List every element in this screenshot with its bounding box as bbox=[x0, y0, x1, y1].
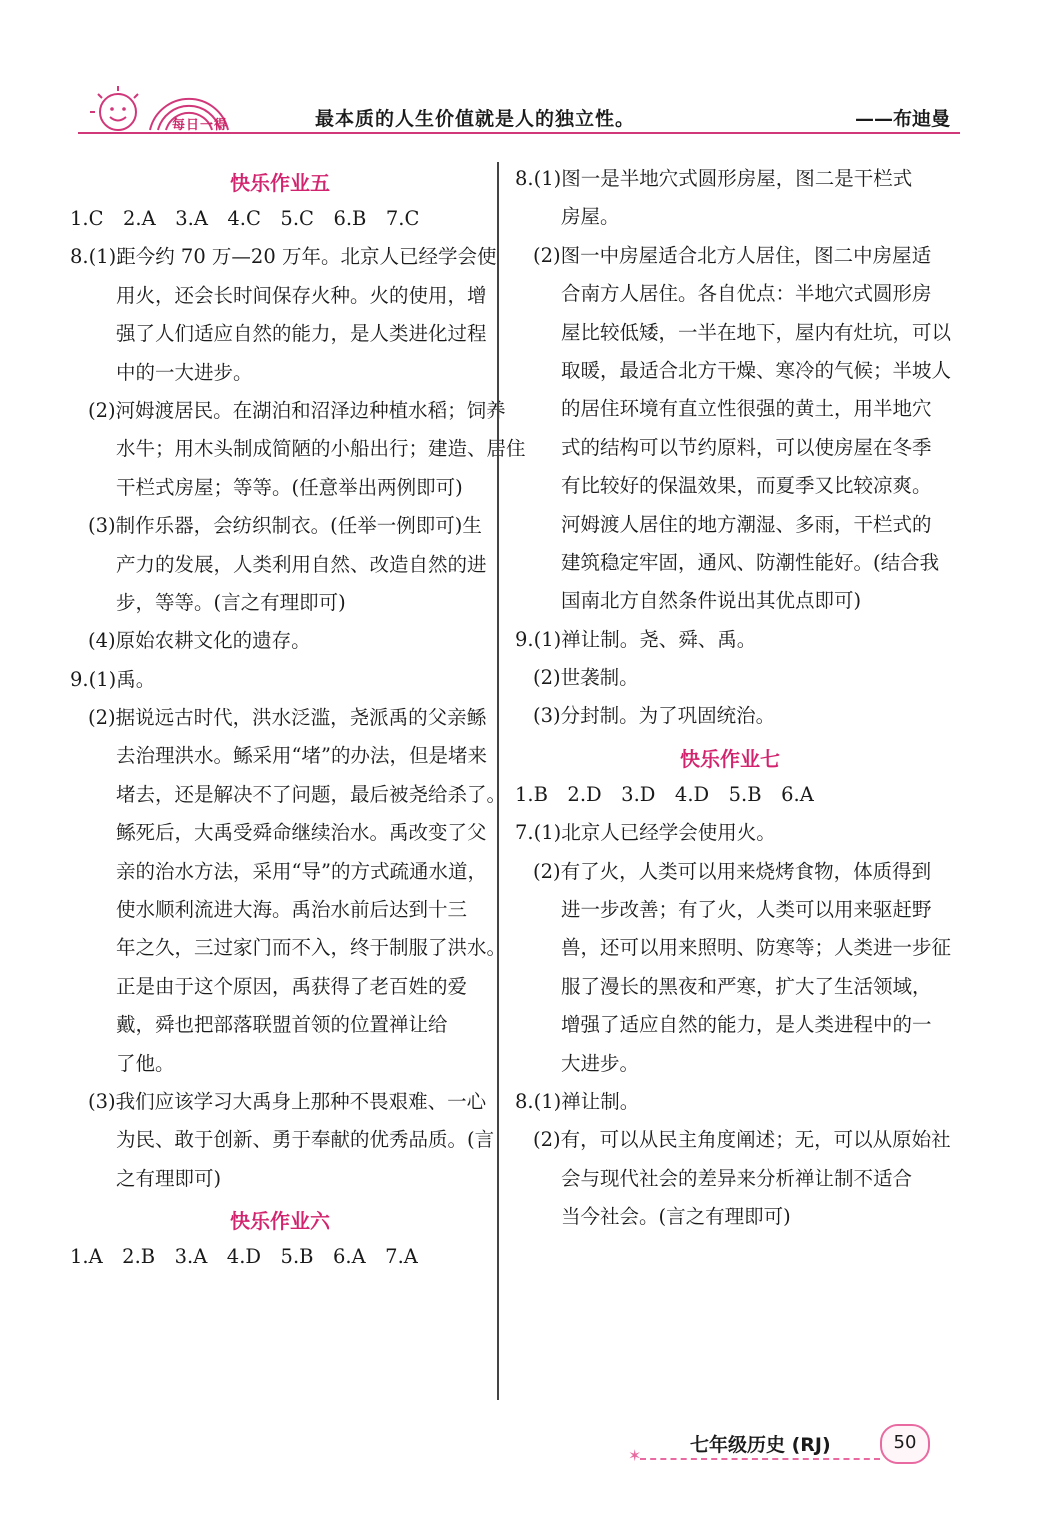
answer-line: (4)原始农耕文化的遗存。 bbox=[88, 629, 311, 653]
answer-line: 用火，还会长时间保存火种。火的使用，增 bbox=[116, 283, 487, 307]
answer-line: 服了漫长的黑夜和严寒，扩大了生活领域， bbox=[561, 974, 932, 998]
answer-line: (2)有了火，人类可以用来烧烤食物，体质得到 bbox=[533, 859, 932, 883]
answer-line: 使水顺利流进大海。禹治水前后达到十三 bbox=[116, 898, 468, 922]
answer-line: 强了人们适应自然的能力，是人类进化过程 bbox=[116, 322, 487, 346]
answer-line: 7.(1)北京人已经学会使用火。 bbox=[515, 821, 776, 845]
left-column bbox=[70, 160, 526, 1277]
answer-line: 了他。 bbox=[116, 1051, 175, 1075]
answer-line: 进一步改善；有了火，人类可以用来驱赶野 bbox=[561, 898, 932, 922]
answer-line: 增强了适应自然的能力，是人类进程中的一 bbox=[561, 1013, 932, 1037]
answer-line: 8.(1)禅让制。 bbox=[515, 1089, 640, 1113]
header-rule bbox=[78, 132, 960, 134]
section-title: 快乐作业六 bbox=[230, 1209, 330, 1234]
answer-line: 为民、敢于创新、勇于奉献的优秀品质。(言 bbox=[116, 1128, 495, 1152]
answer-line: 合南方人居住。各自优点：半地穴式圆形房 bbox=[561, 282, 932, 306]
right-column bbox=[515, 160, 952, 1237]
answer-line: (2)世袭制。 bbox=[533, 666, 639, 690]
answer-line: 9.(1)禹。 bbox=[70, 667, 156, 691]
answer-line: (3)制作乐器，会纺织制衣。(任举一例即可)生 bbox=[88, 514, 482, 538]
answer-line: 水牛；用木头制成简陋的小船出行；建造、居住 bbox=[116, 437, 526, 461]
answer-line: 产力的发展，人类利用自然、改造自然的进 bbox=[116, 552, 487, 576]
answer-line: 国南北方自然条件说出其优点即可) bbox=[561, 589, 862, 613]
answer-line: (3)我们应该学习大禹身上那种不畏艰难、一心 bbox=[88, 1089, 487, 1113]
page-header bbox=[60, 78, 960, 148]
footer-rule bbox=[640, 1458, 880, 1460]
section-title: 快乐作业七 bbox=[680, 746, 780, 771]
answer-line: 1.A 2.B 3.A 4.D 5.B 6.A 7.A bbox=[70, 1245, 418, 1269]
answer-line: 堵去，还是解决不了问题，最后被尧给杀了。 bbox=[116, 782, 507, 806]
answer-line: 的居住环境有直立性很强的黄土，用半地穴 bbox=[561, 397, 932, 421]
answer-line: 8.(1)距今约 70 万—20 万年。北京人已经学会使 bbox=[70, 245, 497, 269]
answer-line: 正是由于这个原因，禹获得了老百姓的爱 bbox=[116, 974, 468, 998]
column-divider bbox=[497, 162, 499, 1400]
answer-line: 中的一大进步。 bbox=[116, 360, 253, 384]
section-title: 快乐作业五 bbox=[230, 171, 330, 195]
answer-line: 大进步。 bbox=[561, 1051, 640, 1075]
answer-line: 1.C 2.A 3.A 4.C 5.C 6.B 7.C bbox=[70, 207, 420, 230]
header-motto: 最本质的人生价值就是人的独立性。 bbox=[315, 108, 636, 130]
answer-line: 房屋。 bbox=[561, 205, 620, 229]
answer-line: 河姆渡人居住的地方潮湿、多雨，干栏式的 bbox=[561, 512, 932, 536]
answer-line: (2)有，可以从民主角度阐述；无，可以从原始社 bbox=[533, 1128, 951, 1152]
answer-line: 当今社会。(言之有理即可) bbox=[561, 1205, 791, 1229]
answer-line: 亲的治水方法，采用“导”的方式疏通水道， bbox=[116, 859, 487, 883]
answer-line: (3)分封制。为了巩固统治。 bbox=[533, 704, 776, 728]
answer-line: 屋比较低矮，一半在地下，屋内有灶坑，可以 bbox=[561, 320, 952, 344]
header-author: ——布迪曼 bbox=[854, 108, 950, 130]
answer-line: 有比较好的保温效果，而夏季又比较凉爽。 bbox=[561, 474, 932, 498]
answer-line: 之有理即可) bbox=[116, 1166, 222, 1190]
answer-line: 1.B 2.D 3.D 4.D 5.B 6.A bbox=[515, 782, 814, 806]
answer-line: (2)河姆渡居民。在湖泊和沼泽边种植水稻；饲养 bbox=[88, 398, 506, 422]
answer-line: 取暖，最适合北方干燥、寒冷的气候；半坡人 bbox=[561, 358, 952, 382]
answer-line: (2)图一中房屋适合北方人居住，图二中房屋适 bbox=[533, 243, 932, 267]
answer-line: 会与现代社会的差异来分析禅让制不适合 bbox=[561, 1166, 913, 1190]
footer-book-label: 七年级历史 (RJ) bbox=[690, 1434, 831, 1456]
answer-line: 戴，舜也把部落联盟首领的位置禅让给 bbox=[116, 1013, 448, 1037]
answer-line: 9.(1)禅让制。尧、舜、禹。 bbox=[515, 627, 757, 651]
header-stamp: 每日一得 bbox=[172, 118, 229, 133]
answer-line: (2)据说远古时代，洪水泛滥，尧派禹的父亲鲧 bbox=[88, 706, 487, 730]
answer-line: 8.(1)图一是半地穴式圆形房屋，图二是干栏式 bbox=[515, 167, 913, 190]
page-number: 50 bbox=[880, 1424, 930, 1464]
answer-line: 建筑稳定牢固，通风、防潮性能好。(结合我 bbox=[561, 550, 940, 574]
answer-line: 去治理洪水。鲧采用“堵”的办法，但是堵来 bbox=[116, 744, 487, 768]
answer-line: 干栏式房屋；等等。(任意举出两例即可) bbox=[116, 475, 463, 499]
answer-line: 鲧死后，大禹受舜命继续治水。禹改变了父 bbox=[116, 821, 487, 845]
answer-line: 兽，还可以用来照明、防寒等；人类进一步征 bbox=[561, 936, 952, 960]
answer-line: 年之久，三过家门而不入，终于制服了洪水。 bbox=[116, 936, 507, 960]
star-icon: ✶ bbox=[628, 1446, 642, 1465]
answer-line: 式的结构可以节约原料，可以使房屋在冬季 bbox=[561, 435, 932, 459]
answer-line: 步，等等。(言之有理即可) bbox=[116, 590, 346, 614]
